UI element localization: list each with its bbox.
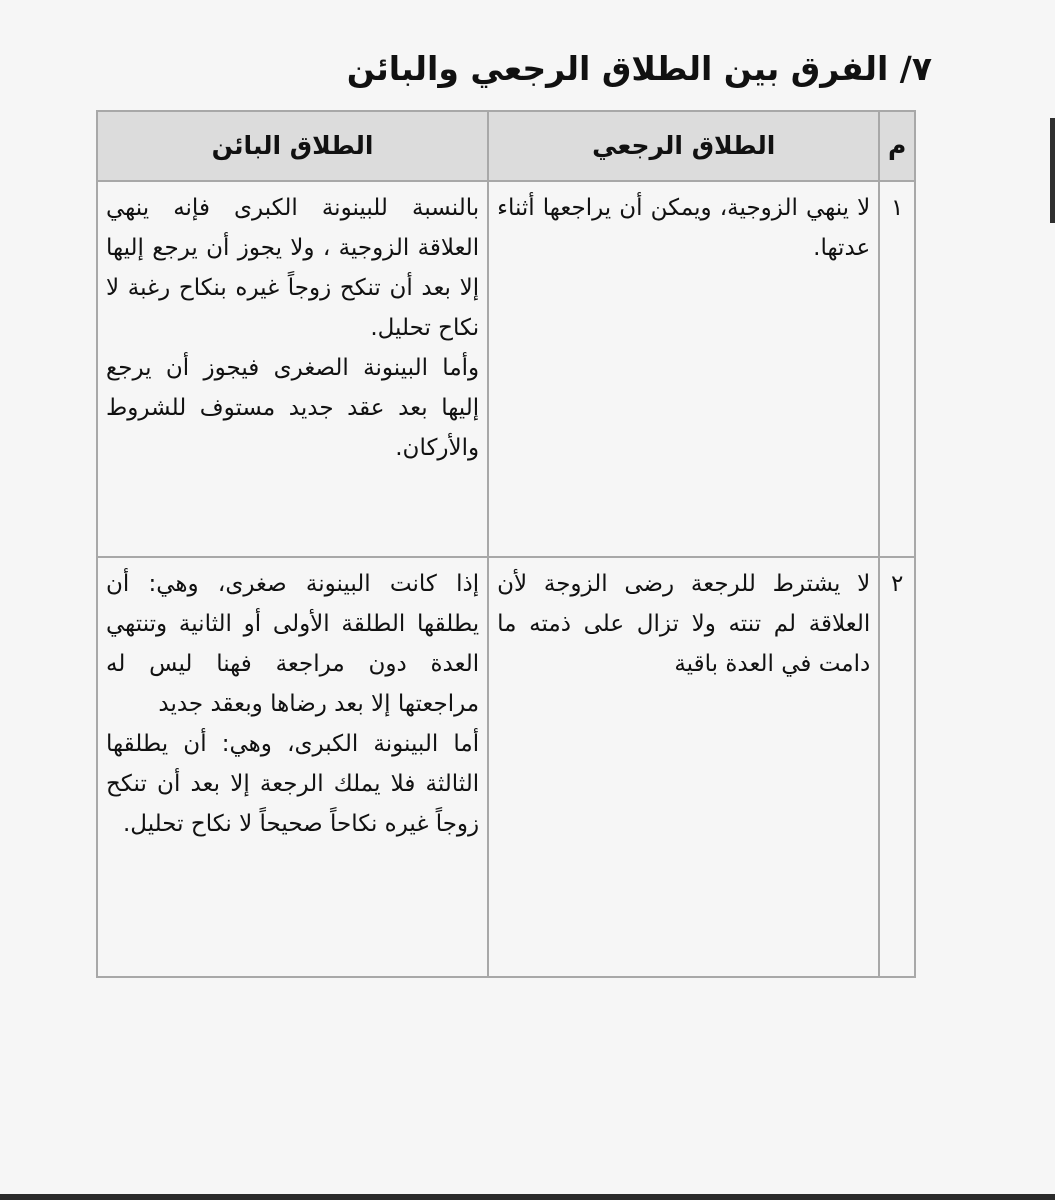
- row-number: ١: [879, 181, 915, 557]
- table-row: [97, 181, 915, 557]
- table-header-row: [97, 111, 915, 181]
- bain-paragraph: إذا كانت البينونة صغرى، وهي: أن يطلقها الطلقة الأولى أو الثانية وتنتهي العدة دون مراجعة فهنا ليس له مراجعتها إلا بعد رضاها وبعقد جديد: [106, 571, 480, 717]
- bain-paragraph: بالنسبة للبينونة الكبرى فإنه ينهي العلاقة الزوجية ، ولا يجوز أن يرجع إليها إلا بعد أن تنكح زوجاً غيره بنكاح رغبة لا نكاح تحليل.: [106, 195, 480, 341]
- page-title: ٧/ الفرق بين الطلاق الرجعي والبائن: [346, 49, 932, 88]
- header-number: م: [879, 111, 915, 181]
- comparison-table: [96, 110, 916, 978]
- bottom-edge-bar: [0, 1194, 1055, 1200]
- scrollbar-thumb[interactable]: [1050, 118, 1055, 223]
- bain-paragraph: أما البينونة الكبرى، وهي: أن يطلقها الثالثة فلا يملك الرجعة إلا بعد أن تنكح زوجاً غيره نكاحاً صحيحاً لا نكاح تحليل.: [106, 731, 480, 837]
- bain-cell: [97, 181, 488, 557]
- rajai-cell: لا يشترط للرجعة رضى الزوجة لأن العلاقة لم تنته ولا تزال على ذمته ما دامت في العدة باقية: [488, 557, 879, 977]
- bain-paragraph: وأما البينونة الصغرى فيجوز أن يرجع إليها بعد عقد جديد مستوف للشروط والأركان.: [106, 355, 480, 461]
- header-rajai: الطلاق الرجعي: [488, 111, 879, 181]
- rajai-cell: لا ينهي الزوجية، ويمكن أن يراجعها أثناء عدتها.: [488, 181, 879, 557]
- bain-cell: [97, 557, 488, 977]
- table-row: [97, 557, 915, 977]
- header-bain: الطلاق البائن: [97, 111, 488, 181]
- row-number: ٢: [879, 557, 915, 977]
